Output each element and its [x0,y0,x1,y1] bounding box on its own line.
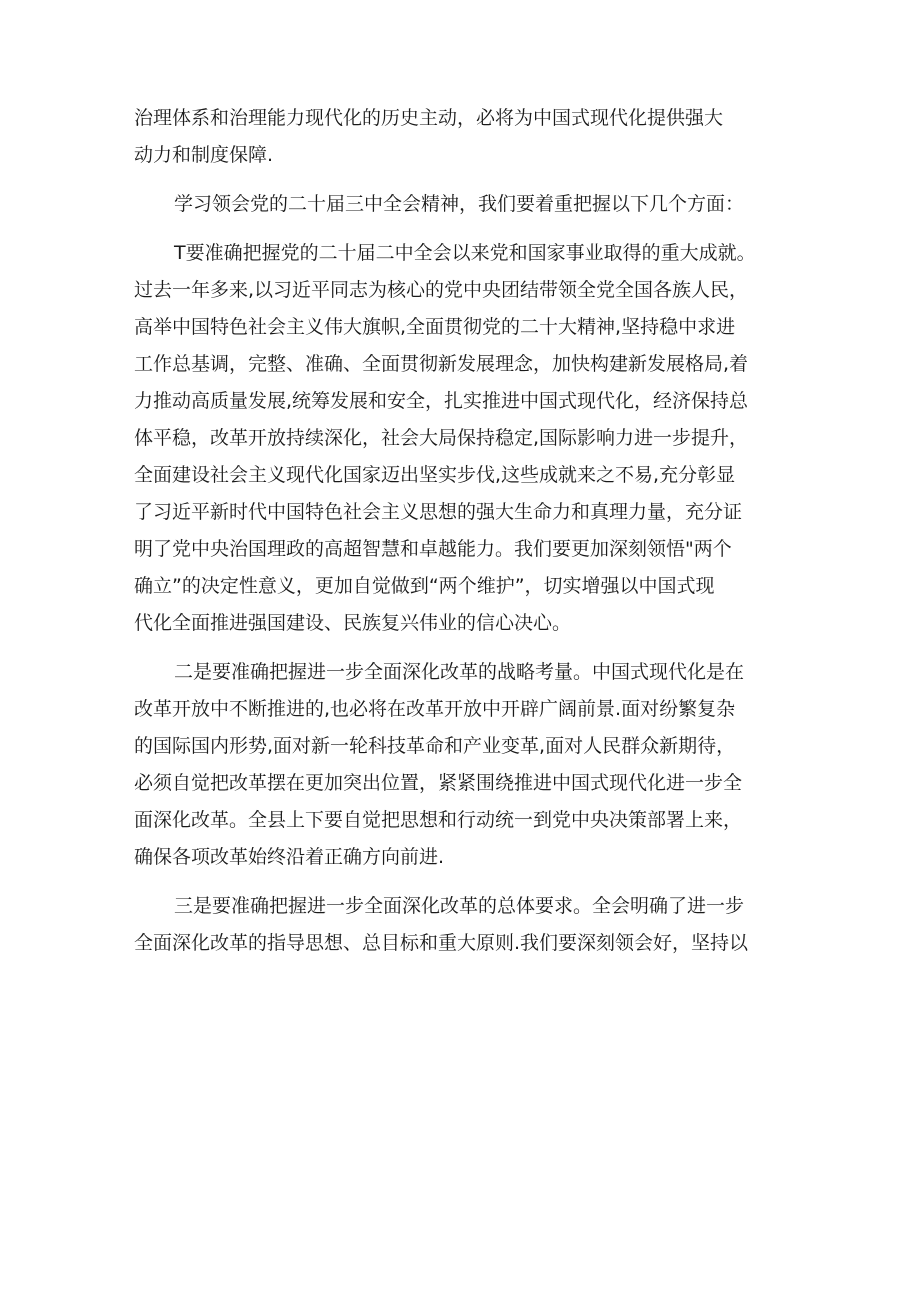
text-line: 过去一年多来,以习近平同志为核心的党中央团结带领全党全国各族人民， [134,279,749,301]
text-line: 确保各项改革始终沿着正确方向前进. [134,846,445,868]
text-line: 体平稳，改革开放持续深化，社会大局保持稳定,国际影响力进一步提升， [134,427,749,449]
text-line: 全面建设社会主义现代化国家迈出坚实步伐,这些成就来之不易,充分彰显 [134,464,736,486]
text-line: 工作总基调，完整、准确、全面贯彻新发展理念，加快构建新发展格局,着 [134,353,749,375]
text-line: T要准确把握党的二十届二中全会以来党和国家事业取得的重大成就。 [174,242,756,264]
paragraph [134,654,784,876]
text-line: 高举中国特色社会主义伟大旗帜,全面贯彻党的二十大精神,坚持稳中求进 [134,316,736,338]
text-line: 三是要准确把握进一步全面深化改革的总体要求。全会明确了进一步 [174,895,745,917]
text-line: 二是要准确把握进一步全面深化改革的战略考量。中国式现代化是在 [174,661,745,683]
text-line: 动力和制度保障. [134,144,274,166]
paragraph [134,100,784,174]
paragraph [134,186,784,223]
paragraph [134,888,784,962]
document-body [134,100,784,974]
text-line: 必须自觉把改革摆在更加突出位置，紧紧围绕推进中国式现代化进一步全 [134,772,743,794]
text-line: 确立”的决定性意义，更加自觉做到“两个维护”，切实增强以中国式现 [134,575,715,597]
text-line: 面深化改革。全县上下要自觉把思想和行动统一到党中央决策部署上来， [134,809,743,831]
text-line: 全面深化改革的指导思想、总目标和重大原则.我们要深刻领会好，坚持以 [134,932,749,954]
text-line: 了习近平新时代中国特色社会主义思想的强大生命力和真理力量，充分证 [134,501,743,523]
paragraph [134,235,784,642]
text-line: 代化全面推进强国建设、民族复兴伟业的信心决心。 [134,612,572,634]
text-line: 学习领会党的二十届三中全会精神，我们要着重把握以下几个方面： [174,193,745,215]
text-line: 明了党中央治国理政的高超智慧和卓越能力。我们要更加深刻领悟"两个 [134,538,732,560]
text-line: 力推动高质量发展,统筹发展和安全，扎实推进中国式现代化，经济保持总 [134,390,749,412]
text-line: 的国际国内形势,面对新一轮科技革命和产业变革,面对人民群众新期待， [134,735,736,757]
text-line: 改革开放中不断推进的,也必将在改革开放中开辟广阔前景.面对纷繁复杂 [134,698,736,720]
text-line: 治理体系和治理能力现代化的历史主动，必将为中国式现代化提供强大 [134,107,724,129]
